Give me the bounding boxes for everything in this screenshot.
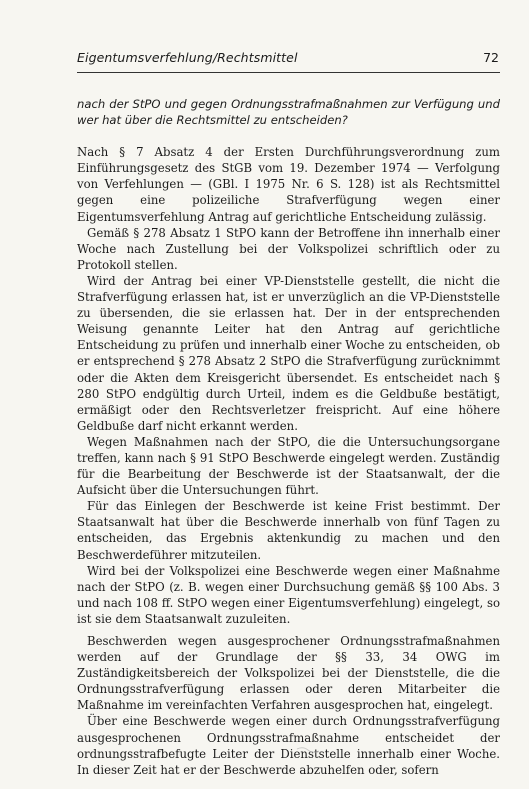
paragraph-5: Für das Einlegen der Beschwerde ist keine Frist bestimmt. Der Staatsanwalt hat über die Beschwerde innerhalb von fünf Tagen zu entscheiden, das Ergebnis aktenkundig zu machen und den Beschwerdeführer mitzuteilen. [77,499,500,562]
page-number: 72 [483,50,499,65]
scan-smudge [296,745,320,755]
paragraph-1: Nach § 7 Absatz 4 der Ersten Durchführungsverordnung zum Einführungsgesetz des StGB vom 19. Dezember 1974 — Verfolgung von Verfehlungen — (GBl. I 1975 Nr. 6 S. 128) ist als Rechtsmittel gegen eine polizeiliche Strafverfügung wegen einer Eigentumsverfehlung Antrag auf gerichtliche Entscheidung zulässig. [77,145,500,224]
paragraph-4: Wegen Maßnahmen nach der StPO, die die Untersuchungsorgane treffen, kann nach § 91 StPO Beschwerde eingelegt werden. Zuständig für die Bearbeitung der Beschwerde ist der Staatsanwalt, der die Aufsicht über die Untersuchungen führt. [77,434,500,498]
paragraph-3: Wird der Antrag bei einer VP-Dienststelle gestellt, die nicht die Strafverfügung erlassen hat, ist er unverzüglich an die VP-Dienststelle zu übersenden, die sie erlassen hat. Der in der entsprechenden Weisung genannte Leiter hat den Antrag auf gerichtliche Entscheidung zu prüfen und innerhalb einer Woche zu entscheiden, ob er entsprechend § 278 Absatz 2 StPO die Strafverfügung zurücknimmt oder die Akten dem Kreisgericht übersendet. Es entscheidet nach § 280 StPO endgültig durch Urteil, indem es die Geldbuße bestätigt, ermäßigt oder den Rechtsverletzer freispricht. Auf eine höhere Geldbuße darf nicht erkannt werden. [77,273,500,433]
paragraph-8: Über eine Beschwerde wegen einer durch Ordnungsstrafverfügung ausgesprochenen Ordnungsstrafmaßnahme entscheidet der ordnungsstrafbefugte Leiter der Dienststelle innerhalb einer Woche. In dieser Zeit hat er der Beschwerde abzuhelfen oder, sofern [77,714,500,777]
header-rule [77,72,500,73]
question-text: nach der StPO und gegen Ordnungsstrafmaßnahmen zur Verfügung und wer hat über die Rechtsmittel zu entscheiden? [77,97,500,128]
paragraph-7: Beschwerden wegen ausgesprochener Ordnungsstrafmaßnahmen werden auf der Grundlage der §§ 33, 34 OWG im Zuständigkeitsbereich der Volkspolizei bei der Dienststelle, die die Ordnungsstrafverfügung erlassen oder deren Mitarbeiter die Maßnahme im vereinfachten Verfahren ausgesprochen hat, eingelegt. [77,634,500,713]
page-body [77,96,500,778]
running-title: Eigentumsverfehlung/Rechtsmittel [77,50,298,65]
paragraph-2: Gemäß § 278 Absatz 1 StPO kann der Betroffene ihn innerhalb einer Woche nach Zustellung bei der Volkspolizei schriftlich oder zu Protokoll stellen. [77,225,500,272]
running-header [77,50,501,68]
paragraph-6: Wird bei der Volkspolizei eine Beschwerde wegen einer Maßnahme nach der StPO (z. B. wegen einer Durchsuchung gemäß §§ 100 Abs. 3 und nach 108 ff. StPO wegen einer Eigentumsverfehlung) eingelegt, so ist sie dem Staatsanwalt zuzuleiten. [77,563,500,626]
